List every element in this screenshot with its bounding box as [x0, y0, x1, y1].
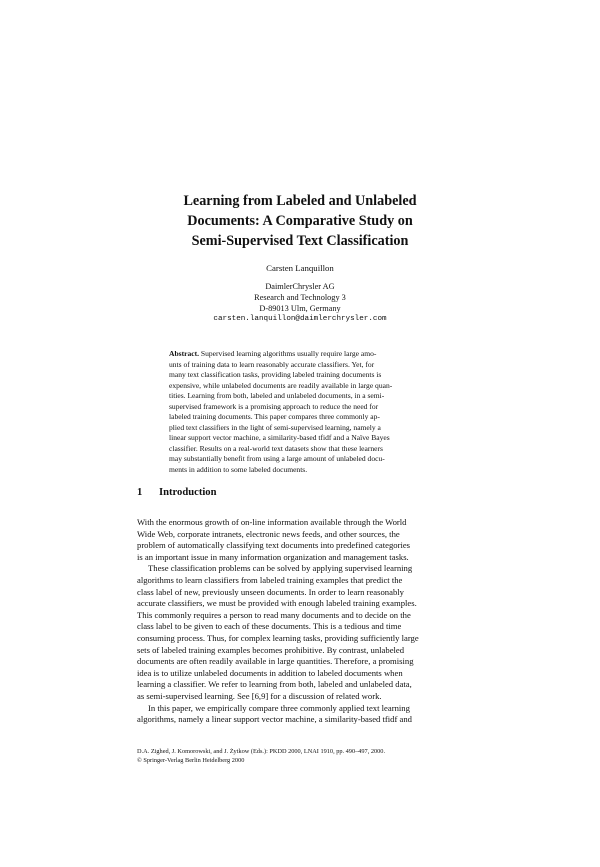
body-line: class label to be given to each of these documents. This is a tedious and time [137, 621, 402, 632]
abstract-block [169, 349, 431, 476]
body-line: documents are often readily available in large quantities. Therefore, a promising [137, 656, 414, 667]
abstract-line: plied text classifiers in the light of semi-supervised learning, namely a [169, 422, 381, 432]
title-line: Documents: A Comparative Study on [187, 213, 413, 229]
body-line: class label of new, previously unseen documents. In order to learn reasonably [137, 586, 404, 597]
abstract-line: may substantially benefit from using a large amount of unlabeled docu- [169, 454, 385, 464]
body-line: accurate classifiers, we must be provided with enough labeled training examples. [137, 598, 417, 609]
abstract-line: classifier. Results on a real-world text datasets show that these learners [169, 443, 383, 453]
affiliation-dept: Research and Technology 3 [254, 292, 346, 302]
author-email: carsten.lanquillon@daimlerchrysler.com [213, 315, 387, 324]
paper-title [120, 191, 480, 251]
body-line: learning a classifier. We refer to learning from both, labeled and unlabeled data, [137, 679, 412, 690]
copyright-line: © Springer-Verlag Berlin Heidelberg 2000 [137, 757, 245, 764]
abstract-line: linear support vector machine, a similarity-based tfidf and a Naïve Bayes [169, 433, 390, 443]
body-line: With the enormous growth of on-line information available through the World [137, 517, 407, 527]
body-line: consuming process. Thus, for complex learning tasks, providing sufficiently large [137, 632, 419, 643]
body-line: This commonly requires a person to read many documents and to decide on the [137, 609, 411, 620]
affiliation-address: D-89013 Ulm, Germany [259, 303, 341, 313]
body-line: Wide Web, corporate intranets, electronic news feeds, and other sources, the [137, 528, 400, 539]
abstract-line [169, 349, 431, 360]
section-title: Introduction [159, 487, 217, 498]
abstract-line: labeled training documents. This paper compares three commonly ap- [169, 412, 380, 422]
affiliation-org: DaimlerChrysler AG [265, 282, 335, 291]
section-number: 1 [137, 487, 143, 498]
affiliation-block [120, 282, 480, 325]
citation-footer [137, 747, 385, 765]
abstract-line: supervised framework is a promising approach to reduce the need for [169, 401, 379, 411]
body-line: sets of labeled training examples becomes prohibitive. By contrast, unlabeled [137, 644, 405, 655]
abstract-line: ments in addition to some labeled documents. [169, 465, 308, 475]
body-line: as semi-supervised learning. See [6,9] for a discussion of related work. [137, 690, 382, 701]
section-heading [137, 486, 217, 500]
citation-line: D.A. Zighed, J. Komorowski, and J. Żytkow (Eds.): PKDD 2000, LNAI 1910, pp. 490–497, 2000. [137, 748, 386, 755]
body-line: These classification problems can be solved by applying supervised learning [148, 563, 413, 574]
abstract-line: many text classification tasks, providing labeled training documents is [169, 370, 382, 380]
body-line: In this paper, we empirically compare three commonly applied text learning [148, 702, 410, 713]
body-line: is an important issue in many information organization and management tasks. [137, 551, 409, 562]
body-line: algorithms, namely a linear support vector machine, a similarity-based tfidf and [137, 714, 412, 725]
body-line: problem of automatically classifying text documents into predefined categories [137, 540, 411, 551]
body-line: algorithms to learn classifiers from labeled training examples that predict the [137, 574, 403, 585]
abstract-line: unts of training data to learn reasonably accurate classifiers. Yet, for [169, 359, 375, 369]
abstract-text: Supervised learning algorithms usually require large amo- [200, 349, 377, 358]
author-name: Carsten Lanquillon [266, 263, 334, 273]
title-line: Learning from Labeled and Unlabeled [183, 193, 417, 209]
abstract-line: expensive, while unlabeled documents are readily available in large quan- [169, 380, 393, 390]
body-text [137, 517, 463, 726]
abstract-label: Abstract. [169, 349, 199, 358]
abstract-line: tities. Learning from both, labeled and unlabeled documents, in a semi- [169, 391, 385, 401]
title-line: Semi-Supervised Text Classification [191, 233, 409, 249]
body-line: idea is to utilize unlabeled documents in addition to labeled documents when [137, 667, 403, 678]
